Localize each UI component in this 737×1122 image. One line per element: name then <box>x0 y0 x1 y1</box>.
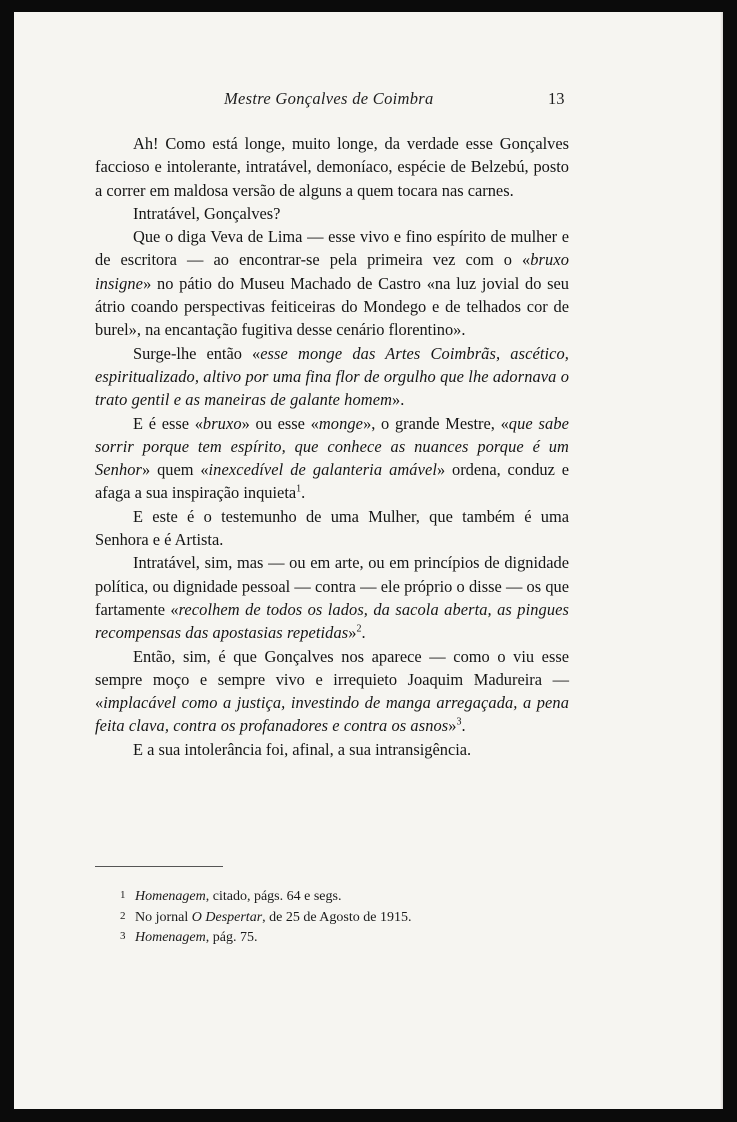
footnote-divider <box>95 866 223 867</box>
footnote-number: 2 <box>120 909 126 922</box>
paragraph <box>95 225 569 341</box>
italic-text: recolhem de todos os lados, da sacola aberta, as pingues recompensas das apostasias repetidas <box>95 599 569 643</box>
text-run: E este é o testemunho de uma Mulher, que também é uma Senhora e é Artista. <box>95 506 569 550</box>
paragraph <box>95 645 569 738</box>
italic-text: bruxo <box>202 413 242 433</box>
text-run: », o grande Mestre, « <box>363 413 509 433</box>
page-header <box>14 89 723 111</box>
paragraph <box>95 551 569 644</box>
italic-text: Homenagem <box>135 930 206 945</box>
text-run: . <box>361 623 366 643</box>
footnote-number: 3 <box>120 930 126 942</box>
paragraph <box>95 202 569 225</box>
italic-text: Homenagem <box>135 889 206 904</box>
italic-text: implacável como a justiça, investindo de manga arregaçada, a pena feita clava, contra os profanadores e contra os asnos <box>95 693 569 736</box>
text-run: ». <box>392 390 405 410</box>
page-number: 13 <box>548 89 565 108</box>
italic-text: monge <box>318 413 364 433</box>
footnote-ref: 1 <box>296 483 302 495</box>
footnote <box>95 886 569 907</box>
text-run: Ah! Como está longe, muito longe, da verdade esse Gonçalves faccioso e intolerante, intratável, demoníaco, espécie de Belzebú, posto a correr em maldosa versão de alguns a quem tocara nas carnes. <box>95 134 569 200</box>
text-run: Então, sim, é que Gonçalves nos aparece — como o viu esse sempre moço e sempre vivo e irrequieto Joaquim Madureira — « <box>95 646 569 713</box>
text-run: , citado, págs. 64 e segs. <box>205 889 342 904</box>
text-run: » quem « <box>142 460 209 480</box>
paragraph <box>95 132 569 202</box>
italic-text: que sabe sorrir porque tem espírito, que conhece as nuances porque é um Senhor <box>95 413 569 480</box>
text-run: » <box>348 623 357 643</box>
footnote <box>95 927 569 948</box>
paragraph <box>95 738 569 761</box>
text-run: E é esse « <box>133 413 203 433</box>
italic-text: esse monge das Artes Coimbrãs, ascético, espiritualizado, altivo por uma fina flor de orgulho que lhe adornava o trato gentil e as maneiras de galante homem <box>95 343 569 410</box>
text-run: » <box>448 716 457 736</box>
italic-text: inexcedível de galanteria amável <box>208 460 437 480</box>
footnotes <box>95 886 569 948</box>
footnote-ref: 3 <box>456 716 462 728</box>
footnote <box>95 907 569 928</box>
text-run: Surge-lhe então « <box>133 343 261 363</box>
text-run: . <box>301 483 306 503</box>
book-page <box>14 12 723 1109</box>
paragraph <box>95 505 569 552</box>
paragraph <box>95 412 569 505</box>
text-run: Que o diga Veva de Lima — esse vivo e fino espírito de mulher e de escritora — ao encontrar-se pela primeira vez com o « <box>95 227 569 270</box>
text-run: , de 25 de Agosto de 1915. <box>262 909 412 925</box>
italic-text: O Despertar <box>191 909 263 925</box>
running-title: Mestre Gonçalves de Coimbra <box>224 89 434 108</box>
text-run: , pág. 75. <box>205 930 258 945</box>
text-run: . <box>461 716 466 736</box>
text-run: Intratável, Gonçalves? <box>133 203 281 223</box>
footnote-ref: 2 <box>356 623 362 635</box>
footnote-number: 1 <box>120 889 126 901</box>
text-run: » ordena, conduz e afaga a sua inspiração inquieta <box>95 460 569 503</box>
text-run: E a sua intolerância foi, afinal, a sua intransigência. <box>133 739 472 759</box>
text-run: » no pátio do Museu Machado de Castro «na luz jovial do seu átrio coando perspectivas feiticeiras do Mondego e de telhados cor de burel», na encantação fugitiva desse cenário florentino». <box>95 273 569 340</box>
text-run: Intratável, sim, mas — ou em arte, ou em princípios de dignidade política, ou dignidade pessoal — contra — ele próprio o disse — os que fartamente « <box>95 553 569 619</box>
paragraph <box>95 342 569 412</box>
italic-text: bruxo insigne <box>95 250 569 293</box>
text-run: No jornal <box>135 909 192 925</box>
text-run: » ou esse « <box>241 413 319 433</box>
body-text <box>95 132 569 761</box>
